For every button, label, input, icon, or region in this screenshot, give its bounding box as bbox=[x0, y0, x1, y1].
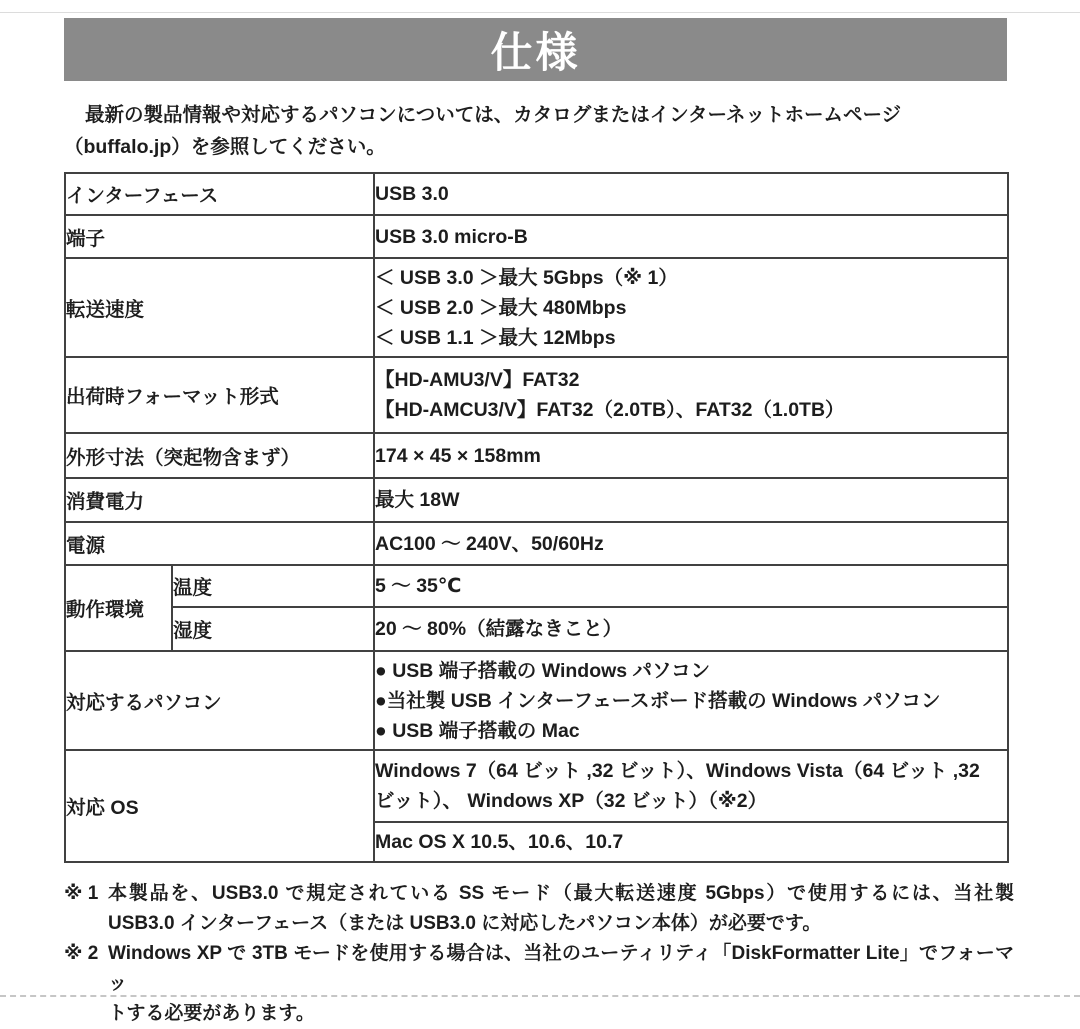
spec-row-factory-format bbox=[65, 357, 1008, 433]
spec-row-compatible-pc bbox=[65, 651, 1008, 750]
row-value: Mac OS X 10.5、10.6、10.7 bbox=[374, 822, 1008, 862]
footnote-2-marker: ※ 2 bbox=[64, 943, 99, 964]
footnote-1 bbox=[64, 879, 1014, 939]
spec-row-operating-env-humidity bbox=[65, 607, 1008, 651]
row-label: 端子 bbox=[65, 215, 374, 258]
intro-line-1: 最新の製品情報や対応するパソコンについては、カタログまたはインターネットホームページ bbox=[85, 104, 902, 126]
row-label: 転送速度 bbox=[65, 258, 374, 357]
value-line: ビット）、 Windows XP（32 ビット）（※2） bbox=[375, 790, 768, 812]
spec-row-transfer-speed bbox=[65, 258, 1008, 357]
value-line: 【HD-AMU3/V】FAT32 bbox=[375, 369, 580, 391]
value-line: ●当社製 USB インターフェースボード搭載の Windows パソコン bbox=[375, 689, 941, 712]
row-value bbox=[374, 750, 1008, 822]
spec-row-dimensions bbox=[65, 433, 1008, 478]
row-value: 5 ～ 35℃ bbox=[374, 565, 1008, 607]
row-value: 20 ～ 80%（結露なきこと） bbox=[374, 607, 1008, 651]
bottom-rule bbox=[0, 995, 1080, 997]
row-sub-label: 温度 bbox=[172, 565, 374, 607]
value-line: Windows 7（64 ビット ,32 ビット）、Windows Vista（64 ビット ,32 bbox=[375, 760, 980, 782]
value-line: 【HD-AMCU3/V】FAT32（2.0TB）、FAT32（1.0TB） bbox=[375, 399, 845, 421]
value-line: ＜ USB 3.0 ＞最大 5Gbps（※ 1） bbox=[375, 266, 678, 289]
spec-row-operating-env-temp bbox=[65, 565, 1008, 607]
spec-row-power-supply bbox=[65, 522, 1008, 565]
row-label: インターフェース bbox=[65, 173, 374, 215]
value-line: ＜ USB 2.0 ＞最大 480Mbps bbox=[375, 296, 627, 319]
footnote-2 bbox=[64, 939, 1014, 1029]
top-rule bbox=[0, 12, 1080, 13]
row-value bbox=[374, 258, 1008, 357]
intro-paragraph bbox=[64, 99, 999, 163]
value-line: ● USB 端子搭載の Windows パソコン bbox=[375, 659, 711, 682]
row-group-label: 対応 OS bbox=[65, 750, 374, 862]
row-label: 出荷時フォーマット形式 bbox=[65, 357, 374, 433]
section-title: 仕様 bbox=[490, 28, 581, 76]
spec-row-interface bbox=[65, 173, 1008, 215]
row-group-label: 動作環境 bbox=[65, 565, 172, 651]
footnote-line: USB3.0 インターフェース（または USB3.0 に対応したパソコン本体）が必要です。 bbox=[108, 913, 822, 934]
intro-line-2: （buffalo.jp）を参照してください。 bbox=[64, 136, 386, 158]
value-line: ＜ USB 1.1 ＞最大 12Mbps bbox=[375, 326, 616, 349]
spec-row-connector bbox=[65, 215, 1008, 258]
value-line: ● USB 端子搭載の Mac bbox=[375, 719, 580, 742]
row-label: 電源 bbox=[65, 522, 374, 565]
row-value: 最大 18W bbox=[374, 478, 1008, 522]
row-value: USB 3.0 micro-B bbox=[374, 215, 1008, 258]
footnote-2-text bbox=[108, 939, 1014, 1029]
row-label: 外形寸法（突起物含まず） bbox=[65, 433, 374, 478]
row-value: 174 × 45 × 158mm bbox=[374, 433, 1008, 478]
row-value: AC100 ～ 240V、50/60Hz bbox=[374, 522, 1008, 565]
row-value: USB 3.0 bbox=[374, 173, 1008, 215]
footnote-line: 本製品を、USB3.0 で規定されている SS モード（最大転送速度 5Gbps）で使用するには、当社製 bbox=[108, 883, 1014, 904]
spec-row-supported-os-windows bbox=[65, 750, 1008, 822]
footnote-line: トする必要があります。 bbox=[108, 1003, 315, 1024]
row-value bbox=[374, 357, 1008, 433]
footnote-1-text bbox=[108, 879, 1014, 939]
spec-table bbox=[64, 172, 1009, 863]
footnote-line: Windows XP で 3TB モードを使用する場合は、当社のユーティリティ「DiskFormatter Lite」でフォーマッ bbox=[108, 943, 1014, 994]
row-value bbox=[374, 651, 1008, 750]
spec-row-power-consumption bbox=[65, 478, 1008, 522]
section-title-bar bbox=[64, 18, 1007, 81]
footnote-1-marker: ※ 1 bbox=[64, 883, 99, 904]
row-label: 対応するパソコン bbox=[65, 651, 374, 750]
row-sub-label: 湿度 bbox=[172, 607, 374, 651]
row-label: 消費電力 bbox=[65, 478, 374, 522]
